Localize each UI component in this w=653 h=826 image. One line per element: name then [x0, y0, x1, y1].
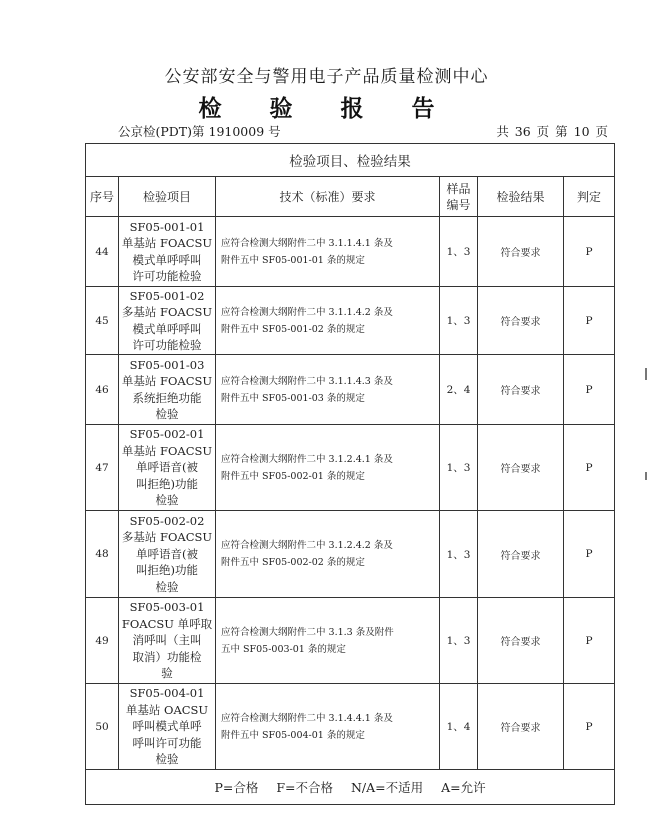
row-requirement-line: 应符合检测大纲附件二中 3.1.2.4.2 条及 — [221, 540, 393, 551]
row-item-line: 检验 — [155, 407, 179, 421]
row-verdict: P — [564, 355, 615, 425]
row-item-code: SF05-002-02 — [129, 513, 205, 528]
row-sample: 1、3 — [440, 287, 478, 355]
scan-edge-mark — [645, 472, 647, 480]
row-item-code: SF05-001-01 — [129, 219, 205, 234]
section-title: 检验项目、检验结果 — [86, 144, 615, 177]
row-seq: 50 — [86, 684, 119, 770]
row-requirement — [216, 217, 440, 287]
row-item-line: 叫拒绝)功能 — [136, 563, 198, 578]
table-row — [86, 287, 615, 355]
page-info: 共 36 页 第 10 页 — [496, 124, 608, 139]
row-requirement-line: 应符合检测大纲附件二中 3.1.3 条及附件 — [221, 626, 394, 638]
row-sample: 1、4 — [440, 684, 478, 770]
row-requirement — [216, 684, 440, 770]
results-table — [85, 143, 615, 805]
row-item — [119, 425, 216, 511]
column-header-sample — [440, 177, 478, 217]
row-item-line: 模式单呼呼叫 — [132, 252, 202, 267]
row-item-line: 呼叫模式单呼 — [132, 719, 202, 734]
row-item-line: 单呼语音(被 — [136, 460, 198, 475]
row-seq: 48 — [86, 511, 119, 598]
section-title-row — [86, 144, 615, 177]
row-item-line: 单基站 FOACSU — [121, 236, 213, 250]
scan-edge-mark — [645, 368, 647, 380]
organization-name: 公安部安全与警用电子产品质量检测中心 — [164, 67, 489, 87]
row-item-line: 检验 — [155, 579, 179, 594]
row-item-line: 检验 — [155, 752, 179, 767]
row-verdict: P — [564, 287, 615, 355]
row-requirement-line: 附件五中 SF05-004-01 条的规定 — [221, 729, 365, 741]
row-item-line: FOACSU 单呼取 — [121, 616, 213, 631]
row-item — [119, 287, 216, 355]
row-requirement — [216, 355, 440, 425]
row-result: 符合要求 — [478, 598, 564, 684]
column-header-seq: 序号 — [86, 177, 119, 217]
row-requirement-line: 附件五中 SF05-001-03 条的规定 — [221, 392, 365, 404]
report-number: 公京检(PDT)第 1910009 号 — [118, 124, 281, 139]
row-sample: 2、4 — [440, 355, 478, 425]
row-requirement-line: 应符合检测大纲附件二中 3.1.1.4.3 条及 — [221, 375, 393, 387]
row-seq: 45 — [86, 287, 119, 355]
column-header-row — [86, 177, 615, 217]
row-requirement-line: 五中 SF05-003-01 条的规定 — [221, 643, 346, 655]
table-row — [86, 425, 615, 511]
row-result: 符合要求 — [478, 511, 564, 598]
row-item-line: 叫拒绝)功能 — [136, 476, 198, 491]
row-requirement-line: 应符合检测大纲附件二中 3.1.4.4.1 条及 — [221, 712, 393, 724]
row-requirement-line: 附件五中 SF05-001-02 条的规定 — [221, 323, 365, 335]
row-item-line: 许可功能检验 — [132, 338, 202, 352]
row-item — [119, 355, 216, 425]
column-header-sample-text: 样品编号 — [446, 181, 471, 212]
row-requirement — [216, 425, 440, 511]
row-item-line: 系统拒绝功能 — [132, 390, 202, 405]
legend-row — [86, 770, 615, 805]
row-seq: 44 — [86, 217, 119, 287]
table-row — [86, 684, 615, 770]
row-requirement — [216, 598, 440, 684]
row-verdict: P — [564, 425, 615, 511]
row-verdict: P — [564, 217, 615, 287]
row-item-line: 模式单呼呼叫 — [132, 321, 202, 336]
row-requirement-line: 应符合检测大纲附件二中 3.1.2.4.1 条及 — [221, 453, 393, 465]
row-verdict: P — [564, 598, 615, 684]
row-requirement — [216, 287, 440, 355]
row-item-line: 取消）功能检 — [132, 649, 202, 664]
row-item — [119, 684, 216, 770]
table-row — [86, 217, 615, 287]
row-item-code: SF05-002-01 — [129, 427, 205, 442]
row-item-line: 单呼语音(被 — [136, 546, 198, 561]
row-result: 符合要求 — [478, 425, 564, 511]
row-verdict: P — [564, 511, 615, 598]
row-requirement-line: 附件五中 SF05-002-01 条的规定 — [221, 470, 365, 482]
row-item-line: 检验 — [155, 493, 179, 508]
row-requirement — [216, 511, 440, 598]
row-item-line: 单基站 OACSU — [125, 702, 209, 717]
column-header-item: 检验项目 — [119, 177, 216, 217]
row-requirement-line: 应符合检测大纲附件二中 3.1.1.4.2 条及 — [221, 306, 393, 318]
row-sample: 1、3 — [440, 217, 478, 287]
row-result: 符合要求 — [478, 287, 564, 355]
row-seq: 46 — [86, 355, 119, 425]
row-verdict: P — [564, 684, 615, 770]
column-header-result: 检验结果 — [478, 177, 564, 217]
row-result: 符合要求 — [478, 355, 564, 425]
row-item-code: SF05-001-02 — [129, 288, 205, 303]
row-requirement-line: 附件五中 SF05-001-01 条的规定 — [221, 254, 365, 266]
column-header-verdict: 判定 — [564, 177, 615, 217]
legend: P=合格 F=不合格 N/A=不适用 A=允许 — [86, 770, 615, 805]
row-item-code: SF05-003-01 — [129, 600, 205, 615]
table-row — [86, 511, 615, 598]
row-result: 符合要求 — [478, 217, 564, 287]
row-item-code: SF05-004-01 — [129, 686, 205, 701]
row-item-line: 单基站 FOACSU — [121, 443, 213, 458]
row-sample: 1、3 — [440, 425, 478, 511]
row-item-line: 验 — [161, 666, 173, 681]
row-item-line: 多基站 FOACSU — [121, 530, 213, 545]
row-item-line: 消呼叫（主叫 — [132, 633, 202, 648]
row-requirement-line: 应符合检测大纲附件二中 3.1.1.4.1 条及 — [221, 237, 393, 249]
row-item-line: 多基站 FOACSU — [121, 305, 213, 319]
column-header-requirement: 技术（标准）要求 — [216, 177, 440, 217]
row-sample: 1、3 — [440, 598, 478, 684]
row-item-line: 许可功能检验 — [132, 269, 202, 283]
row-requirement-line: 附件五中 SF05-002-02 条的规定 — [221, 557, 365, 568]
report-title: 检 验 报 告 — [198, 95, 455, 122]
table-row — [86, 355, 615, 425]
row-seq: 47 — [86, 425, 119, 511]
row-item-line: 单基站 FOACSU — [121, 374, 213, 388]
row-seq: 49 — [86, 598, 119, 684]
row-item-code: SF05-001-03 — [129, 357, 205, 372]
row-item — [119, 598, 216, 684]
row-item — [119, 217, 216, 287]
row-sample: 1、3 — [440, 511, 478, 598]
table-body — [86, 217, 615, 770]
row-item — [119, 511, 216, 598]
table-row — [86, 598, 615, 684]
row-item-line: 呼叫许可功能 — [132, 735, 202, 750]
row-result: 符合要求 — [478, 684, 564, 770]
